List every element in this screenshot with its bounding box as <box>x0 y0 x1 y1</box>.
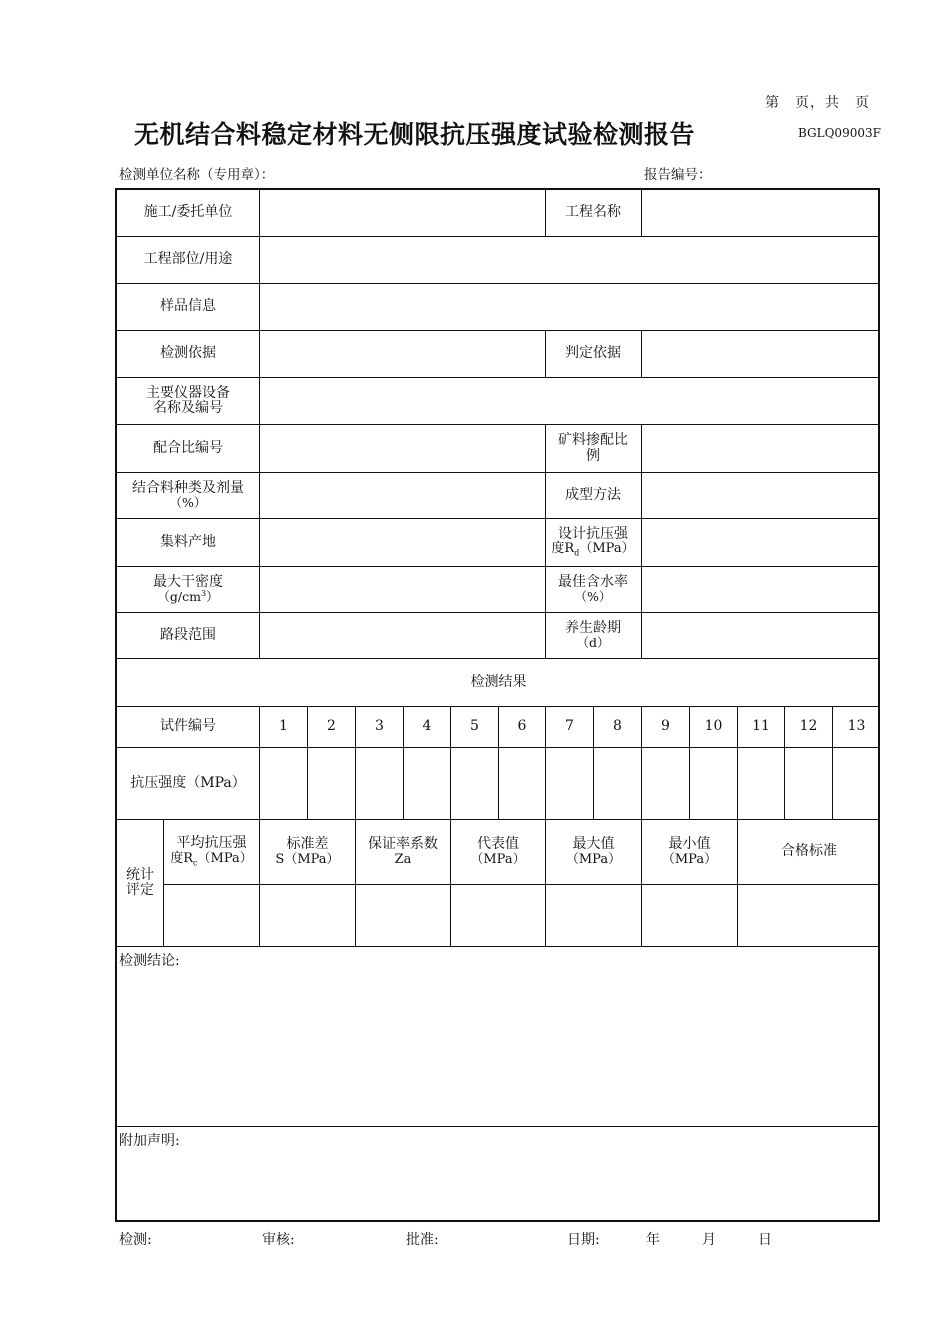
specimen-number-2: 2 <box>327 718 336 735</box>
label-test-basis: 检测依据 <box>160 345 216 362</box>
report-form-grid <box>115 188 880 1222</box>
value-project-name[interactable] <box>642 190 880 236</box>
specimen-number-13: 13 <box>847 718 866 735</box>
form-code: BGLQ09003F <box>798 126 881 140</box>
label-design-strength <box>545 519 641 566</box>
label-binder-line1: 结合料种类及剂量 <box>132 479 244 496</box>
specimen-number-5: 5 <box>470 718 479 735</box>
label-avg-strength-line1: 平均抗压强 <box>176 835 247 852</box>
label-avg-strength-line2: 度$R_c(MPa)$ <box>170 850 253 868</box>
value-equipment[interactable] <box>260 378 880 424</box>
label-std-line1: 标准差 <box>286 836 329 853</box>
value-mineral-ratio[interactable] <box>642 425 880 472</box>
specimen-number-12: 12 <box>799 718 818 735</box>
value-aggregate-origin[interactable] <box>260 519 545 566</box>
label-equipment-line2: 名称及编号 <box>153 400 223 416</box>
value-test-basis[interactable] <box>260 331 545 377</box>
specimen-number-4: 4 <box>422 718 432 735</box>
label-binder-line2: （%） <box>169 495 207 511</box>
value-judge-basis[interactable] <box>642 331 880 377</box>
label-max-density-line1: 最大干密度 <box>153 573 223 590</box>
label-binder <box>117 473 259 518</box>
label-max-line2: （MPa） <box>565 851 622 867</box>
label-statistical-evaluation <box>117 820 163 946</box>
label-min-line2: （MPa） <box>661 851 718 867</box>
specimen-number-8: 8 <box>613 718 622 735</box>
label-qualification-standard: 合格标准 <box>781 843 837 860</box>
label-judge-basis: 判定依据 <box>565 345 621 362</box>
specimen-number-10: 10 <box>704 718 723 735</box>
footer-date-label: 日期: <box>567 1232 600 1248</box>
value-mix-number[interactable] <box>260 425 545 472</box>
label-curing-age <box>545 613 641 658</box>
label-project-part: 工程部位/用途 <box>143 251 233 268</box>
label-max-line1: 最大值 <box>572 836 615 853</box>
specimen-number-11: 11 <box>752 718 770 735</box>
label-compressive-strength: 抗压强度（MPa） <box>130 774 246 791</box>
value-construction-unit[interactable] <box>260 190 545 236</box>
label-additional-statement: 附加声明: <box>119 1133 180 1149</box>
label-mineral-ratio-line2: 例 <box>586 447 600 464</box>
value-curing-age[interactable] <box>642 613 880 658</box>
label-construction-unit: 施工/委托单位 <box>143 204 233 221</box>
page-counter: 第 页，共 页 <box>765 95 870 111</box>
testing-unit-label: 检测单位名称（专用章）： <box>119 167 275 183</box>
value-road-section[interactable] <box>260 613 545 658</box>
label-min-line1: 最小值 <box>668 836 711 853</box>
label-coef-line1: 保证率系数 <box>368 836 438 853</box>
report-number-label: 报告编号： <box>644 167 712 183</box>
specimen-number-1: 1 <box>279 718 288 735</box>
label-curing-age-line2: （d） <box>576 635 610 651</box>
value-design-strength[interactable] <box>642 519 880 566</box>
label-avg-strength <box>164 820 259 884</box>
label-std-line2: S（MPa） <box>275 851 340 867</box>
value-binder[interactable] <box>260 473 545 518</box>
value-opt-moisture[interactable] <box>642 567 880 612</box>
footer-approver-label: 批准: <box>406 1232 439 1248</box>
label-curing-age-line1: 养生龄期 <box>565 619 621 636</box>
label-equipment <box>117 378 259 424</box>
specimen-number-7: 7 <box>565 718 574 735</box>
label-max-value <box>546 820 641 884</box>
label-opt-moisture <box>545 567 641 612</box>
label-opt-moisture-line1: 最佳含水率 <box>558 573 628 590</box>
footer-month-label: 月 <box>702 1232 716 1248</box>
label-design-strength-line1: 设计抗压强 <box>558 525 628 542</box>
footer-year-label: 年 <box>646 1232 660 1248</box>
label-rep-line2: （MPa） <box>470 851 526 867</box>
label-stat-line2: 评定 <box>126 882 154 898</box>
label-coef-line2: Za <box>394 851 412 867</box>
label-std-deviation <box>260 820 355 884</box>
label-rep-line1: 代表值 <box>477 836 519 853</box>
footer-reviewer-label: 审核: <box>262 1232 295 1248</box>
label-stat-line1: 统计 <box>126 866 154 883</box>
report-title: 无机结合料稳定材料无侧限抗压强度试验检测报告 <box>134 120 696 149</box>
footer-day-label: 日 <box>758 1232 772 1248</box>
results-heading: 检测结果 <box>470 673 527 690</box>
label-min-value <box>642 820 737 884</box>
label-project-name: 工程名称 <box>565 204 621 221</box>
label-road-section: 路段范围 <box>160 626 216 643</box>
label-aggregate-origin: 集料产地 <box>160 533 216 550</box>
label-mix-number: 配合比编号 <box>153 439 223 456</box>
label-test-conclusion: 检测结论: <box>119 953 180 969</box>
value-max-density[interactable] <box>260 567 545 612</box>
label-specimen-number: 试件编号 <box>160 718 216 735</box>
label-opt-moisture-line2: （%） <box>574 589 612 605</box>
label-forming-method: 成型方法 <box>565 486 621 503</box>
label-guarantee-coefficient <box>356 820 450 884</box>
specimen-number-3: 3 <box>375 718 384 735</box>
footer-tester-label: 检测: <box>119 1232 152 1248</box>
specimen-number-6: 6 <box>517 718 527 735</box>
label-mineral-ratio-line1: 矿料掺配比 <box>558 432 628 449</box>
label-design-strength-line2: 度$R_d(MPa)$ <box>551 541 635 558</box>
label-representative-value <box>451 820 545 884</box>
value-sample-info[interactable] <box>260 284 880 330</box>
label-sample-info: 样品信息 <box>160 298 216 315</box>
value-forming-method[interactable] <box>642 473 880 518</box>
value-project-part[interactable] <box>260 237 880 283</box>
specimen-number-9: 9 <box>661 718 670 735</box>
label-mineral-ratio <box>545 425 641 472</box>
label-max-density-line2: $(g/cm^3)$ <box>157 589 219 605</box>
label-equipment-line1: 主要仪器设备 <box>146 384 230 401</box>
label-max-density <box>117 567 259 612</box>
